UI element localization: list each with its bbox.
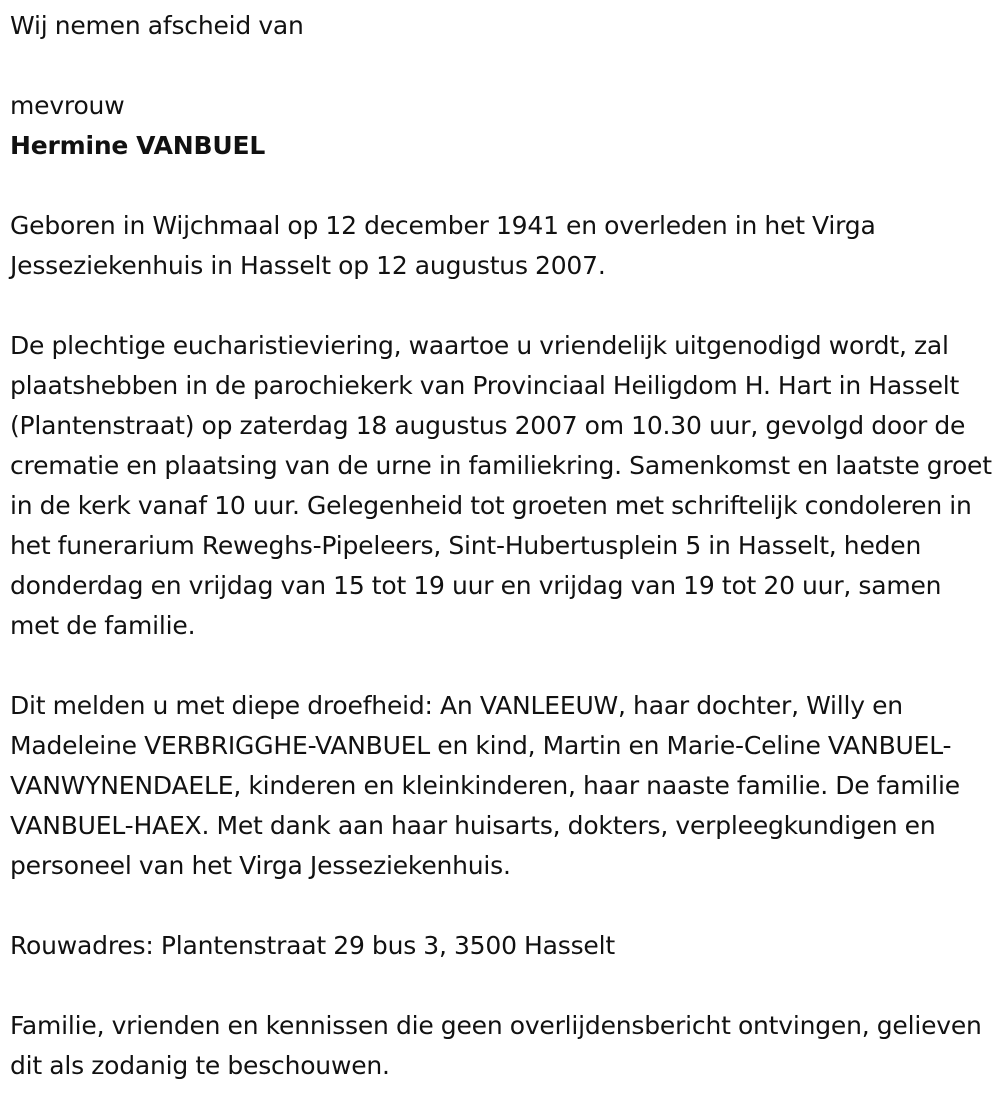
ceremony-paragraph: De plechtige eucharistieviering, waartoe u vriendelijk uitgenodigd wordt, zal plaatshebben in de parochiekerk van Provinciaal Heiligdom H. Hart in Hasselt (Plantenstraat) op zaterdag 18 augustus 2007 om 10.30 uur, gevolgd door de crematie en plaatsing van de urne in familiekring. Samenkomst en laatste groet in de kerk vanaf 10 uur. Gelegenheid tot groeten met schriftelijk condoleren in het funerarium Reweghs-Pipeleers, Sint-Hubertusplein 5 in Hasselt, heden donderdag en vrijdag van 15 tot 19 uur en vrijdag van 19 tot 20 uur, samen met de familie. [10,331,992,640]
spacer [10,966,995,1006]
spacer [10,646,995,686]
birth-death-paragraph: Geboren in Wijchmaal op 12 december 1941 en overleden in het Virga Jesseziekenhuis in Hasselt op 12 augustus 2007. [10,211,876,280]
spacer [10,886,995,926]
deceased-name: Hermine VANBUEL [10,131,266,160]
spacer [10,166,995,206]
intro-line: Wij nemen afscheid van [10,11,304,40]
spacer [10,286,995,326]
closing-paragraph: Familie, vrienden en kennissen die geen overlijdensbericht ontvingen, gelieven dit als zodanig te beschouwen. [10,1011,982,1080]
spacer [10,46,995,86]
salutation: mevrouw [10,91,125,120]
obituary-notice [10,6,995,1086]
mourning-address: Rouwadres: Plantenstraat 29 bus 3, 3500 Hasselt [10,931,615,960]
family-paragraph: Dit melden u met diepe droefheid: An VANLEEUW, haar dochter, Willy en Madeleine VERBRIGGHE-VANBUEL en kind, Martin en Marie-Celine VANBUEL-VANWYNENDAELE, kinderen en kleinkinderen, haar naaste familie. De familie VANBUEL-HAEX. Met dank aan haar huisarts, dokters, verpleegkundigen en personeel van het Virga Jesseziekenhuis. [10,691,960,880]
